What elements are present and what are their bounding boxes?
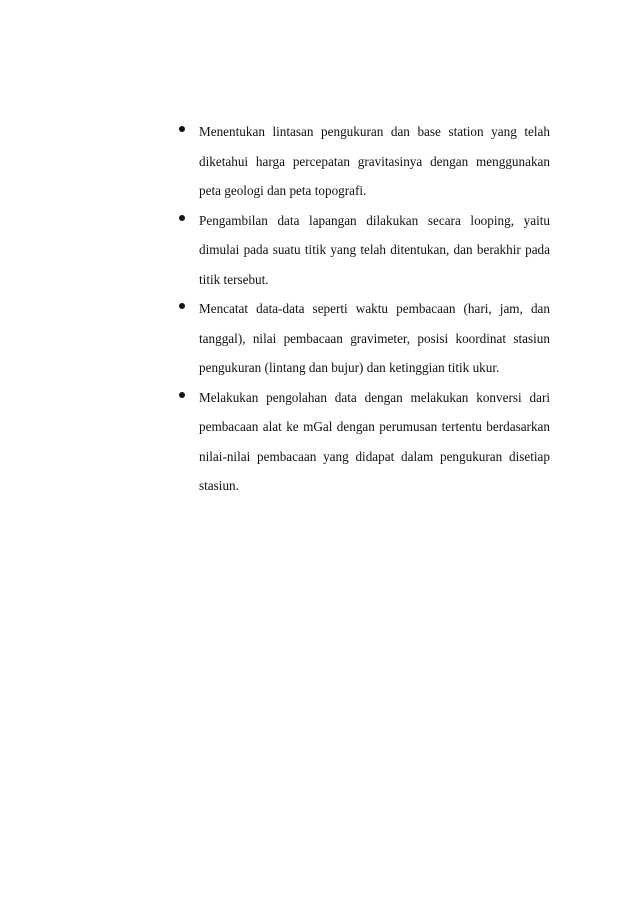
bullet-text: Menentukan lintasan pengukuran dan base station yang telah diketahui harga percepatan gravitasinya dengan menggunakan peta geologi dan peta topografi. — [199, 124, 550, 198]
bullet-list — [175, 117, 550, 501]
bullet-text: Mencatat data-data seperti waktu pembacaan (hari, jam, dan tanggal), nilai pembacaan gravimeter, posisi koordinat stasiun pengukuran (lintang dan bujur) dan ketinggian titik ukur. — [199, 301, 550, 375]
list-item — [175, 206, 550, 295]
bullet-text: Melakukan pengolahan data dengan melakukan konversi dari pembacaan alat ke mGal dengan perumusan tertentu berdasarkan nilai-nilai pembacaan yang didapat dalam pengukuran disetiap stasiun. — [199, 389, 550, 493]
bullet-dot-icon — [179, 215, 185, 221]
list-item — [175, 294, 550, 383]
bullet-text: Pengambilan data lapangan dilakukan secara looping, yaitu dimulai pada suatu titik yang telah ditentukan, dan berakhir pada titik tersebut. — [199, 212, 550, 287]
bullet-dot-icon — [179, 303, 185, 309]
bullet-dot-icon — [179, 392, 185, 398]
list-item — [175, 117, 550, 206]
list-item — [175, 383, 550, 501]
bullet-dot-icon — [179, 126, 185, 132]
